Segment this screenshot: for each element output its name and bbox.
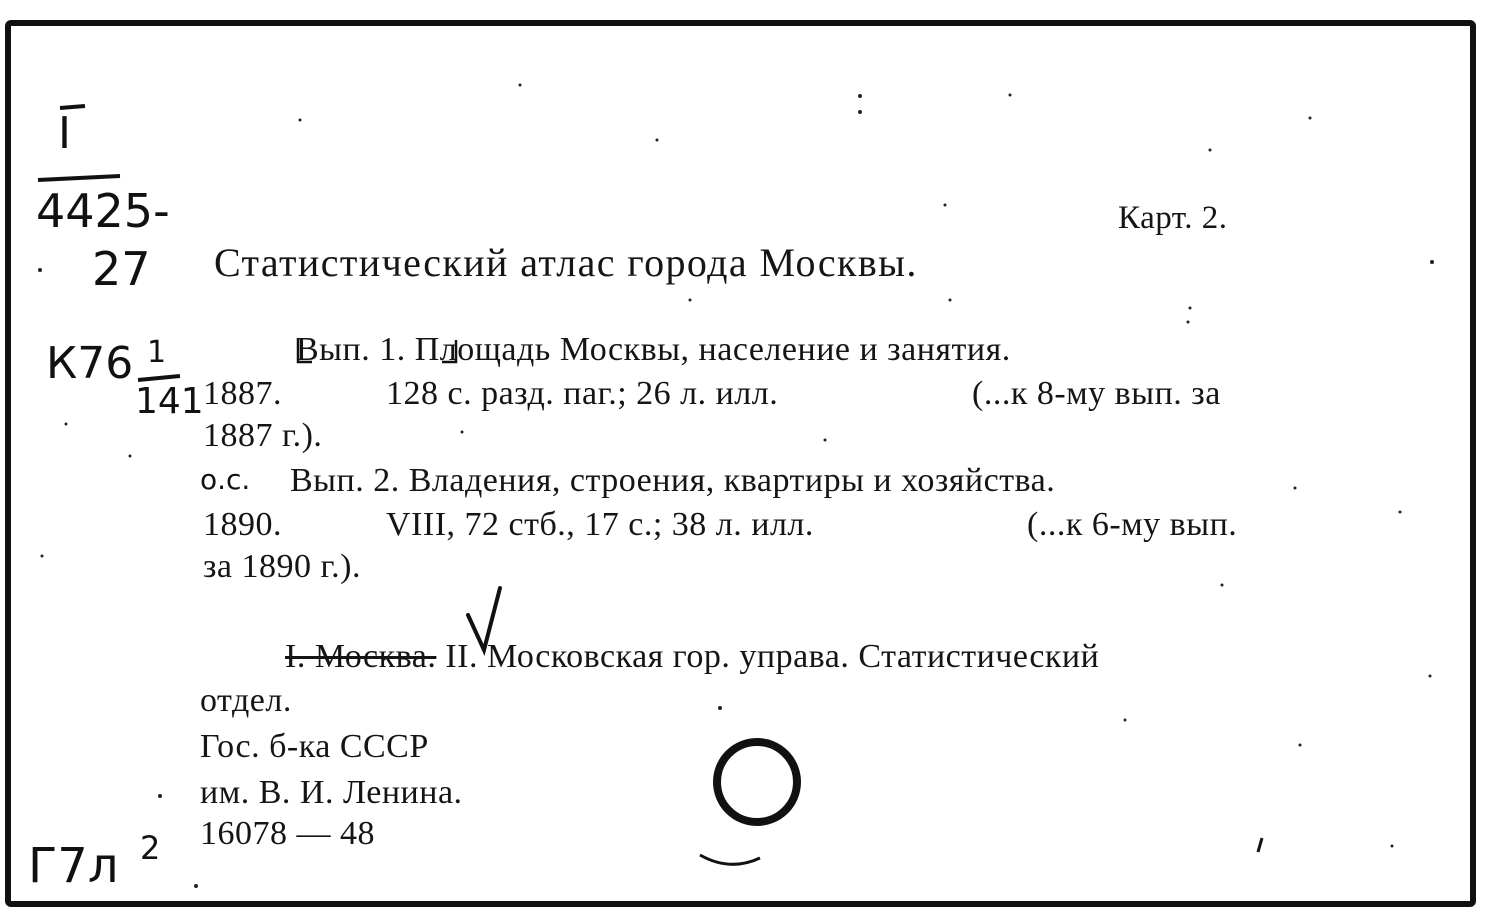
- issue2-line: Вып. 2. Владения, строения, квартиры и хозяйства.: [290, 462, 1056, 499]
- k-fraction-top: 1: [147, 335, 167, 370]
- issue1-note-cont: 1887 г.).: [203, 417, 323, 454]
- k-fraction-bottom: 141: [135, 381, 204, 422]
- tracing-struck: I. Москва.: [285, 638, 437, 675]
- imprint-number: 16078 — 48: [200, 815, 375, 852]
- shelf-mark-top: I: [58, 108, 71, 159]
- issue1-note: (...к 8-му вып. за: [972, 375, 1221, 412]
- shelf-mark-number: 4425-: [36, 184, 170, 238]
- bottom-code: Г7л: [28, 838, 119, 894]
- issue2-note-cont: за 1890 г.).: [203, 548, 361, 585]
- tracing-line: [285, 640, 1099, 674]
- issue1-text: . Площадь Москвы, население и занятия.: [396, 331, 1011, 368]
- shelf-mark-sub: 27: [92, 242, 151, 296]
- margin-note: о.с.: [200, 463, 251, 496]
- issue1-line: [296, 333, 1011, 367]
- issue2-extent: VIII, 72 стб., 17 с.; 38 л. илл.: [386, 506, 814, 543]
- issue2-note: (...к 6-му вып.: [1027, 506, 1238, 543]
- imprint-name: им. В. И. Ленина.: [200, 774, 463, 811]
- issue1-year: 1887.: [203, 375, 282, 412]
- issue1-extent: 128 с. разд. паг.; 26 л. илл.: [386, 375, 779, 412]
- imprint-library: Гос. б-ка СССР: [200, 728, 429, 765]
- k-mark: К76: [46, 338, 134, 389]
- bottom-code-sup: 2: [140, 829, 161, 867]
- tracing-cont: отдел.: [200, 682, 292, 719]
- tracing-rest: II. Московская гор. управа. Статистический: [445, 638, 1100, 675]
- classification-label: Карт. 2.: [1118, 200, 1228, 236]
- issue1-heading: Вып. 1: [296, 331, 397, 368]
- card-title: Статистический атлас города Москвы.: [214, 240, 918, 285]
- issue2-year: 1890.: [203, 506, 282, 543]
